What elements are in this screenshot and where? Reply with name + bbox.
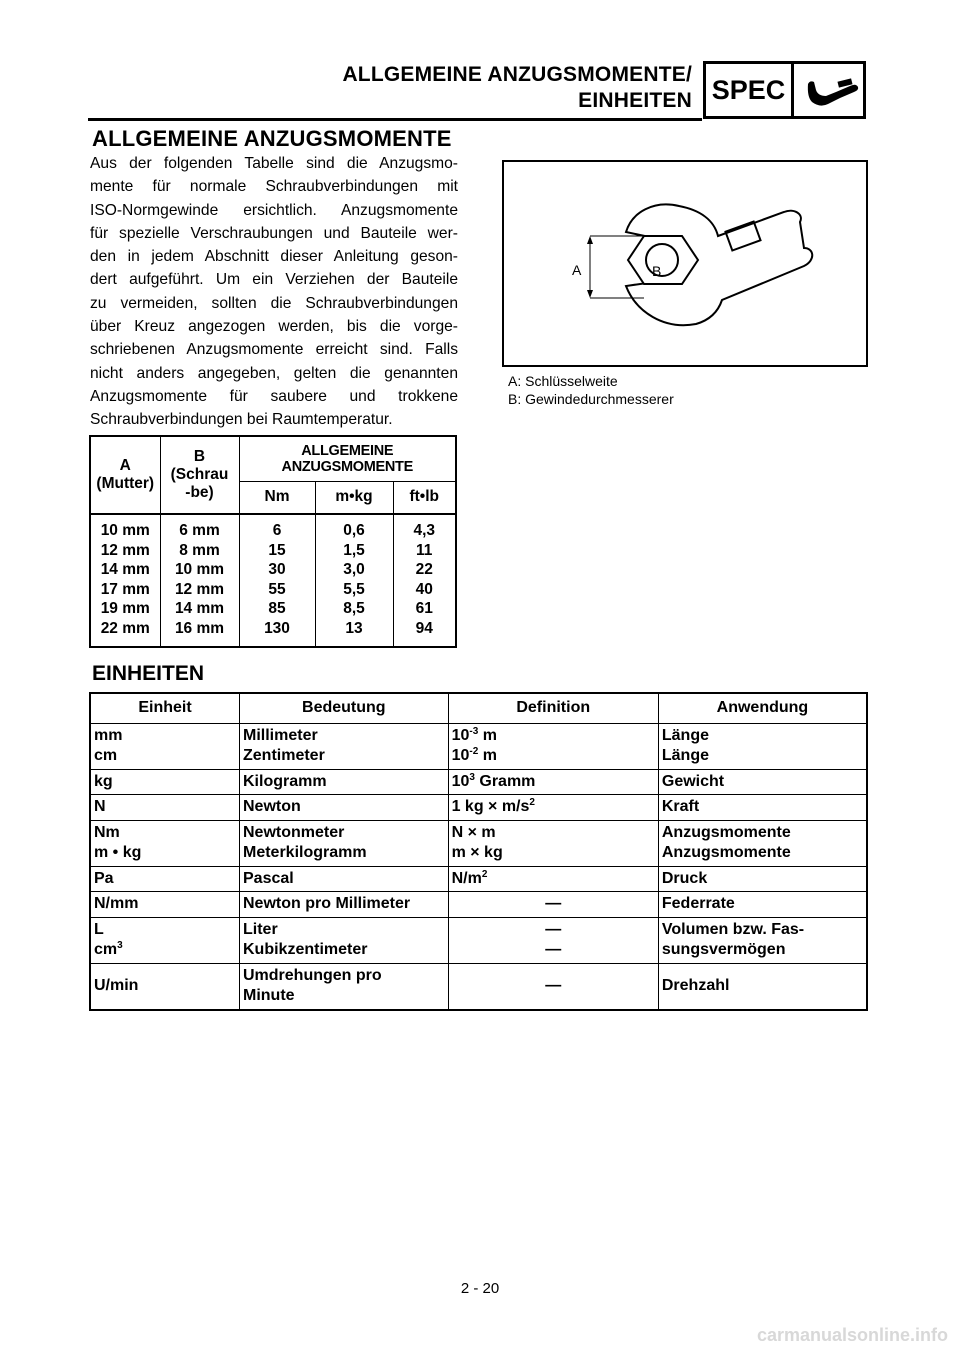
- torque-value: 19 mm: [100, 600, 150, 618]
- values-b: [160, 514, 239, 647]
- cell-line: Liter: [243, 920, 278, 938]
- definition-cell: [448, 866, 658, 892]
- cell-line: N/mm: [94, 895, 139, 912]
- cell-line: Anzugsmomente: [661, 823, 791, 841]
- cell-line: Länge: [661, 726, 709, 744]
- column-header: Anwendung: [658, 693, 867, 723]
- cell-line: Kubikzentimeter: [243, 941, 368, 958]
- cell-line: $10^{-2}$ m: [451, 746, 497, 764]
- cell-line: Pa: [94, 869, 114, 887]
- table-row: [90, 917, 867, 963]
- header-a-mutter: [90, 436, 160, 514]
- header-line: B: [193, 448, 206, 465]
- cell-line: $N/m^2$: [451, 868, 488, 887]
- cell-line: —: [545, 941, 562, 958]
- cell-line: m • kg: [94, 844, 142, 861]
- cell-line: Zentimeter: [243, 747, 325, 764]
- units-header-row: [90, 693, 867, 723]
- intro-line: dert aufgeführt. Um ein Verziehen der Bauteile: [90, 271, 458, 289]
- cell-line: Kilogramm: [243, 772, 327, 790]
- meaning-cell: [240, 820, 449, 866]
- section-title: [342, 62, 692, 114]
- cell-line: Newton: [243, 798, 301, 815]
- unit-cell: [90, 892, 240, 918]
- torque-value: 5,5: [343, 580, 365, 598]
- torque-value: 40: [415, 580, 433, 598]
- section-title-line1: ALLGEMEINE ANZUGSMOMENTE/: [342, 63, 692, 86]
- table-row: [90, 866, 867, 892]
- torque-value: 6: [272, 522, 282, 539]
- header-line: A: [119, 457, 131, 474]
- table-row: [90, 723, 867, 769]
- header-mkg: m•kg: [315, 481, 393, 514]
- intro-line: über Kreuz angezogen werden, bis die vorge-: [90, 318, 458, 336]
- cell-line: Anzugsmomente: [661, 844, 791, 861]
- header-ftlb: ft•lb: [393, 481, 456, 514]
- cell-line: Federrate: [661, 895, 735, 912]
- torque-value: 15: [268, 541, 286, 559]
- unit-cell: [90, 769, 240, 795]
- usage-cell: [658, 917, 867, 963]
- header-line: -be): [185, 484, 214, 501]
- cell-line: Länge: [661, 747, 709, 764]
- usage-cell: [658, 820, 867, 866]
- definition-cell: [448, 917, 658, 963]
- torque-value: 13: [345, 619, 363, 637]
- intro-line: den in jedem Abschnitt dieser Anleitung geson-: [90, 248, 458, 266]
- units-heading: EINHEITEN: [92, 662, 205, 685]
- usage-cell: [658, 892, 867, 918]
- definition-cell: [448, 769, 658, 795]
- meaning-cell: [240, 723, 449, 769]
- values-mkg: [315, 514, 393, 647]
- header-line: (Schrau: [170, 466, 229, 483]
- unit-cell: [90, 795, 240, 821]
- meaning-cell: [240, 795, 449, 821]
- torque-value: 10 mm: [174, 561, 225, 579]
- values-nm: [239, 514, 315, 647]
- usage-cell: [658, 866, 867, 892]
- cell-line: cm: [94, 747, 118, 764]
- cell-line: $10^3$ Gramm: [451, 771, 536, 790]
- definition-cell: [448, 723, 658, 769]
- wrench-figure: [502, 160, 868, 367]
- intro-line: Schraubverbindungen bei Raumtemperatur.: [90, 411, 393, 429]
- table-row: [90, 769, 867, 795]
- cell-line: Drehzahl: [661, 976, 730, 994]
- usage-cell: [658, 963, 867, 1010]
- header-line: ANZUGSMOMENTE: [281, 458, 413, 475]
- cell-line: Druck: [661, 869, 708, 887]
- column-header: Einheit: [90, 693, 240, 723]
- cell-line: Nm: [94, 823, 120, 841]
- torque-value: 8 mm: [179, 541, 220, 559]
- cell-line: Millimeter: [243, 726, 318, 744]
- torque-value: 12 mm: [100, 541, 150, 559]
- header-rule: [88, 118, 702, 121]
- torque-value: 6 mm: [179, 522, 220, 539]
- table-row: [90, 892, 867, 918]
- definition-cell: [448, 892, 658, 918]
- meaning-cell: [240, 963, 449, 1010]
- cell-line: Umdrehungen pro: [243, 966, 382, 984]
- usage-cell: [658, 723, 867, 769]
- cell-line: U/min: [94, 976, 139, 994]
- intro-line: Aus der folgenden Tabelle sind die Anzugsmo-: [90, 155, 458, 172]
- cell-line: mm: [94, 726, 123, 744]
- torque-value: 3,0: [343, 561, 365, 579]
- torque-value: 94: [415, 619, 433, 637]
- cell-line: —: [545, 895, 562, 912]
- torque-value: 16 mm: [174, 619, 225, 637]
- torque-value: 12 mm: [174, 580, 225, 598]
- meaning-cell: [240, 866, 449, 892]
- figure-legend: [508, 372, 674, 408]
- torque-value: 0,6: [343, 522, 365, 539]
- table-row: [90, 795, 867, 821]
- torque-value: 14 mm: [100, 561, 150, 579]
- header-general-torque: [239, 436, 456, 481]
- header-line: (Mutter): [96, 475, 155, 492]
- cell-line: Minute: [243, 987, 295, 1004]
- table-row: [90, 963, 867, 1010]
- cell-line: L: [94, 920, 104, 938]
- intro-line: ISO-Normgewinde ersichtlich. Anzugsmomente: [90, 201, 458, 219]
- legend-a: A: Schlüsselweite: [508, 373, 618, 389]
- torque-heading: ALLGEMEINE ANZUGSMOMENTE: [92, 126, 452, 151]
- meaning-cell: [240, 892, 449, 918]
- cell-line: Volumen bzw. Fas-: [661, 920, 805, 938]
- cell-line: Kraft: [661, 798, 700, 815]
- header-b-schraube: [160, 436, 239, 514]
- cell-line: Newton pro Millimeter: [243, 895, 411, 912]
- spec-badge: [703, 61, 866, 119]
- column-header: Definition: [448, 693, 658, 723]
- intro-line: mente für normale Schraubverbindungen mit: [90, 178, 458, 196]
- cell-line: Pascal: [243, 869, 294, 887]
- cell-line: 1 kg × $m/s^2$: [451, 797, 535, 815]
- intro-line: zu vermeiden, sollten die Schraubverbindungen: [90, 294, 458, 312]
- torque-value: 130: [264, 619, 290, 637]
- usage-cell: [658, 795, 867, 821]
- cell-line: $cm^3$: [94, 940, 123, 958]
- definition-cell: [448, 795, 658, 821]
- meaning-cell: [240, 769, 449, 795]
- page-number: 2 - 20: [460, 1280, 500, 1297]
- torque-value: 22 mm: [100, 619, 150, 637]
- wrench-icon: [800, 70, 860, 110]
- torque-value: 61: [415, 600, 433, 618]
- intro-line: Anzugsmomente für saubere und trokkene: [90, 387, 458, 405]
- torque-value: 30: [268, 561, 286, 579]
- cell-line: N × m: [451, 823, 496, 841]
- cell-line: Meterkilogramm: [243, 844, 367, 861]
- site-watermark: carmanualsonline.info: [756, 1325, 948, 1345]
- torque-value: 22: [415, 561, 433, 579]
- unit-cell: [90, 917, 240, 963]
- cell-line: m × kg: [451, 844, 503, 861]
- cell-line: Gewicht: [661, 772, 725, 790]
- torque-value: 55: [268, 580, 286, 598]
- torque-value: 4,3: [413, 522, 436, 539]
- cell-line: —: [545, 920, 562, 938]
- legend-b: B: Gewindedurchmesserer: [508, 391, 674, 407]
- cell-line: sungsvermögen: [661, 941, 786, 958]
- wrench-nut-diagram: [504, 162, 866, 365]
- torque-table: [89, 435, 457, 648]
- dimension-label-b: B: [652, 263, 662, 279]
- cell-line: N: [94, 798, 106, 815]
- torque-value: 1,5: [343, 541, 365, 559]
- torque-intro-paragraph: [90, 152, 458, 432]
- section-title-line2: EINHEITEN: [578, 89, 692, 112]
- cell-line: kg: [94, 772, 113, 790]
- torque-value: 14 mm: [174, 600, 225, 618]
- intro-line: nicht anders angegeben, gelten die genannten: [90, 364, 458, 382]
- cell-line: —: [545, 976, 562, 994]
- torque-value: 8,5: [343, 600, 365, 618]
- header-nm: Nm: [239, 481, 315, 514]
- usage-cell: [658, 769, 867, 795]
- torque-value: 85: [268, 600, 286, 618]
- table-row: [90, 820, 867, 866]
- cell-line: Newtonmeter: [243, 823, 345, 841]
- definition-cell: [448, 820, 658, 866]
- dimension-label-a: A: [572, 262, 582, 278]
- torque-value: 10 mm: [100, 522, 150, 539]
- meaning-cell: [240, 917, 449, 963]
- torque-value: 17 mm: [100, 580, 150, 598]
- header-line: ALLGEMEINE: [301, 442, 394, 459]
- intro-line: schriebenen Anzugsmomente erreicht sind. Falls: [90, 341, 458, 359]
- intro-line: für spezielle Verschraubungen und Bauteile wer-: [90, 224, 458, 242]
- cell-line: $10^{-3}$ m: [451, 725, 497, 744]
- unit-cell: [90, 963, 240, 1010]
- unit-cell: [90, 866, 240, 892]
- unit-cell: [90, 723, 240, 769]
- torque-value: 11: [416, 541, 433, 559]
- values-a: [90, 514, 160, 647]
- values-ftlb: [393, 514, 456, 647]
- column-header: Bedeutung: [240, 693, 449, 723]
- spec-badge-label: SPEC: [706, 64, 794, 116]
- unit-cell: [90, 820, 240, 866]
- definition-cell: [448, 963, 658, 1010]
- units-table: [89, 692, 868, 1011]
